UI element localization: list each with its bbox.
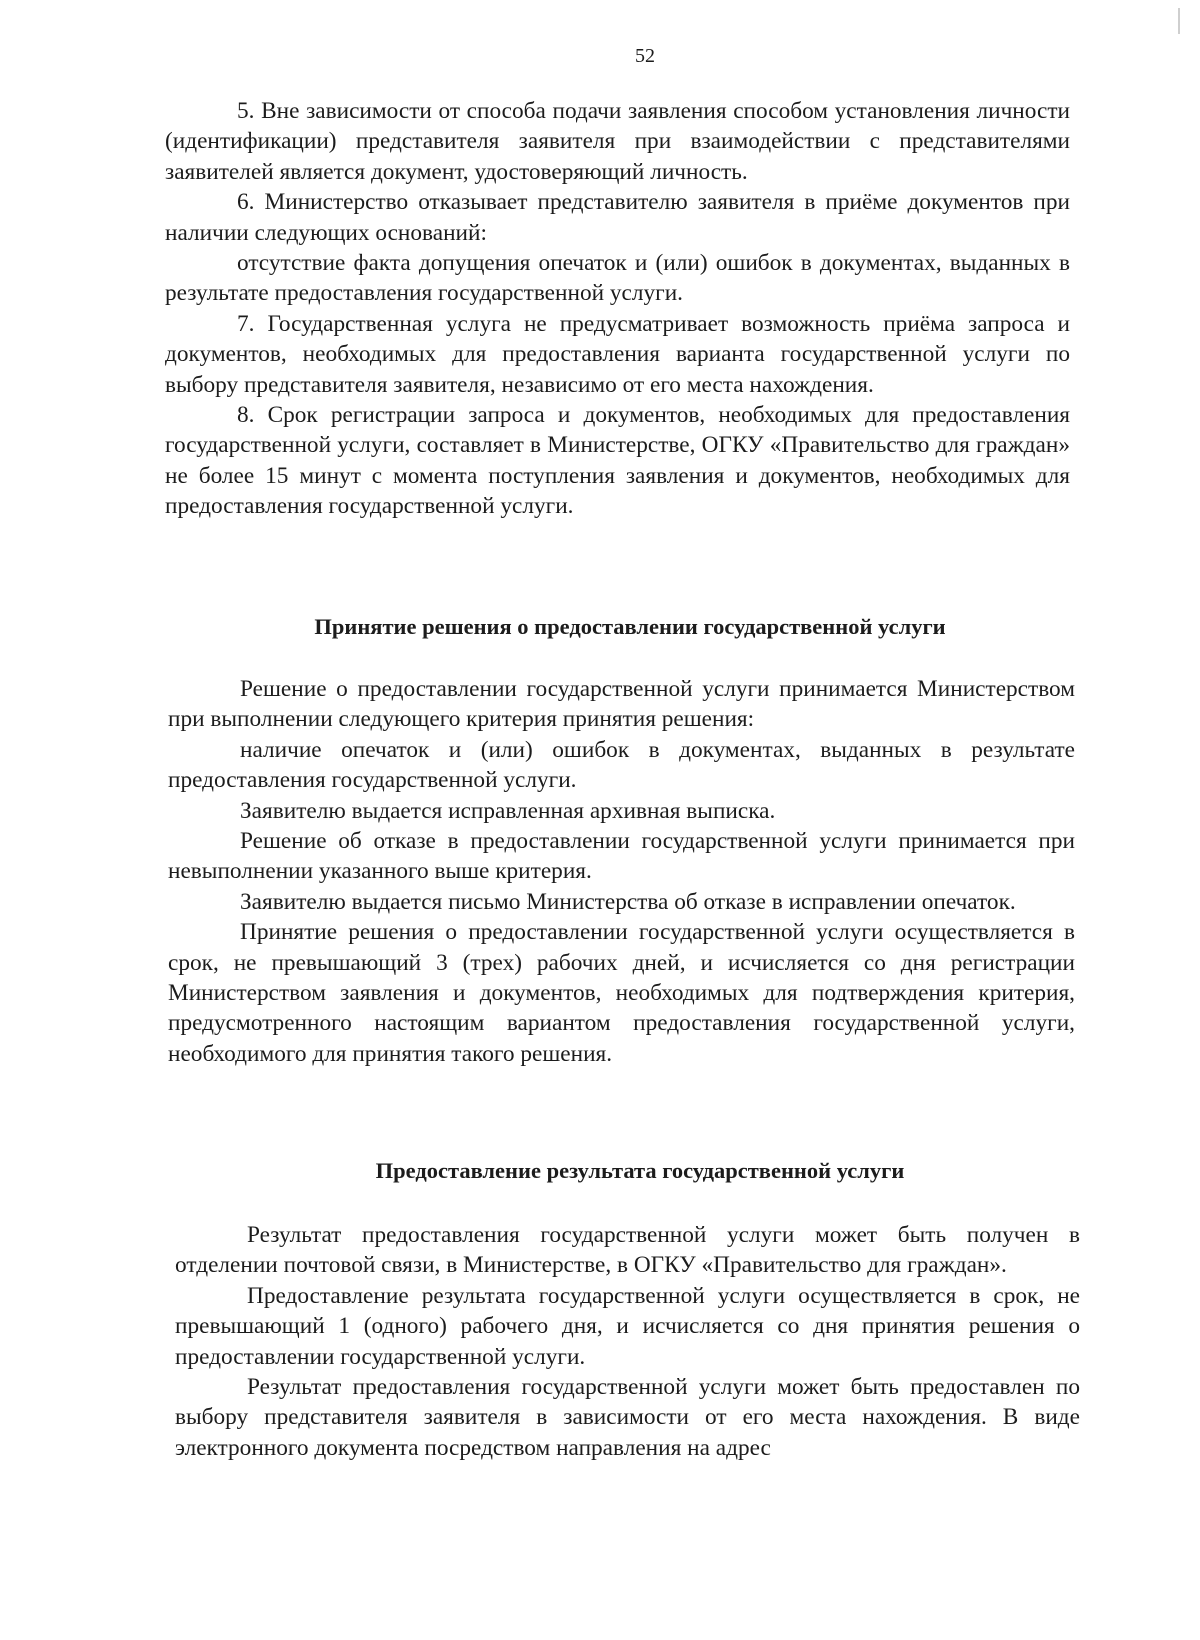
paragraph-refusal-decision: Решение об отказе в предоставлении государственной услуги принимается при невыполнении указанного выше критерия. xyxy=(168,828,1075,885)
section-procedure-items xyxy=(165,96,1070,522)
paragraph-result-electronic: Результат предоставления государственной услуги может быть предоставлен по выбору представителя заявителя в зависимости от его места нахождения. В виде электронного документа посредством направления на адрес xyxy=(175,1374,1080,1461)
section-result xyxy=(175,1220,1080,1463)
scan-edge-mark xyxy=(1178,8,1180,34)
paragraph-result-channels: Результат предоставления государственной услуги может быть получен в отделении почтовой связи, в Министерстве, в ОГКУ «Правительство для граждан». xyxy=(175,1222,1080,1279)
paragraph-decision-deadline: Принятие решения о предоставлении государственной услуги осуществляется в срок, не превышающий 3 (трех) рабочих дней, и исчисляется со дня регистрации Министерством заявления и документов, необходимых для подтверждения критерия, предусмотренного настоящим вариантом предоставления государственной услуги, необходимого для принятия такого решения. xyxy=(168,919,1075,1067)
paragraph-item-5: 5. Вне зависимости от способа подачи заявления способом установления личности (идентификации) представителя заявителя при взаимодействии с представителями заявителей является документ, удостоверяющий личность. xyxy=(165,98,1070,185)
paragraph-item-6: 6. Министерство отказывает представителю заявителя в приёме документов при наличии следующих оснований: xyxy=(165,189,1070,246)
paragraph-criterion-text: наличие опечаток и (или) ошибок в документах, выданных в результате предоставления государственной услуги. xyxy=(168,736,1075,794)
section-decision xyxy=(168,674,1075,1069)
paragraph-item-7: 7. Государственная услуга не предусматривает возможность приёма запроса и документов, необходимых для предоставления варианта государственной услуги по выбору представителя заявителя, независимо от его места нахождения. xyxy=(165,310,1070,398)
paragraph-decision-criterion: Решение о предоставлении государственной услуги принимается Министерством при выполнении следующего критерия принятия решения: xyxy=(168,676,1075,733)
section-heading-decision: Принятие решения о предоставлении государственной услуги xyxy=(314,614,946,639)
paragraph-result-deadline: Предоставление результата государственной услуги осуществляется в срок, не превышающий 1 (одного) рабочего дня, и исчисляется со дня принятия решения о предоставлении государственной услуги. xyxy=(175,1282,1080,1370)
paragraph-item-6-ground: отсутствие факта допущения опечаток и (или) ошибок в документах, выданных в результате предоставления государственной услуги. xyxy=(165,250,1070,307)
paragraph-refusal-letter: Заявителю выдается письмо Министерства об отказе в исправлении опечаток. xyxy=(240,888,1016,915)
paragraph-item-8: 8. Срок регистрации запроса и документов, необходимых для предоставления государственной услуги, составляет в Министерстве, ОГКУ «Правительство для граждан» не более 15 минут с момента поступления заявления и документов, необходимых для предоставления государственной услуги. xyxy=(165,402,1070,520)
paragraph-corrected-extract: Заявителю выдается исправленная архивная выписка. xyxy=(240,797,776,824)
page-number: 52 xyxy=(635,45,655,67)
section-heading-result: Предоставление результата государственной услуги xyxy=(375,1158,905,1183)
